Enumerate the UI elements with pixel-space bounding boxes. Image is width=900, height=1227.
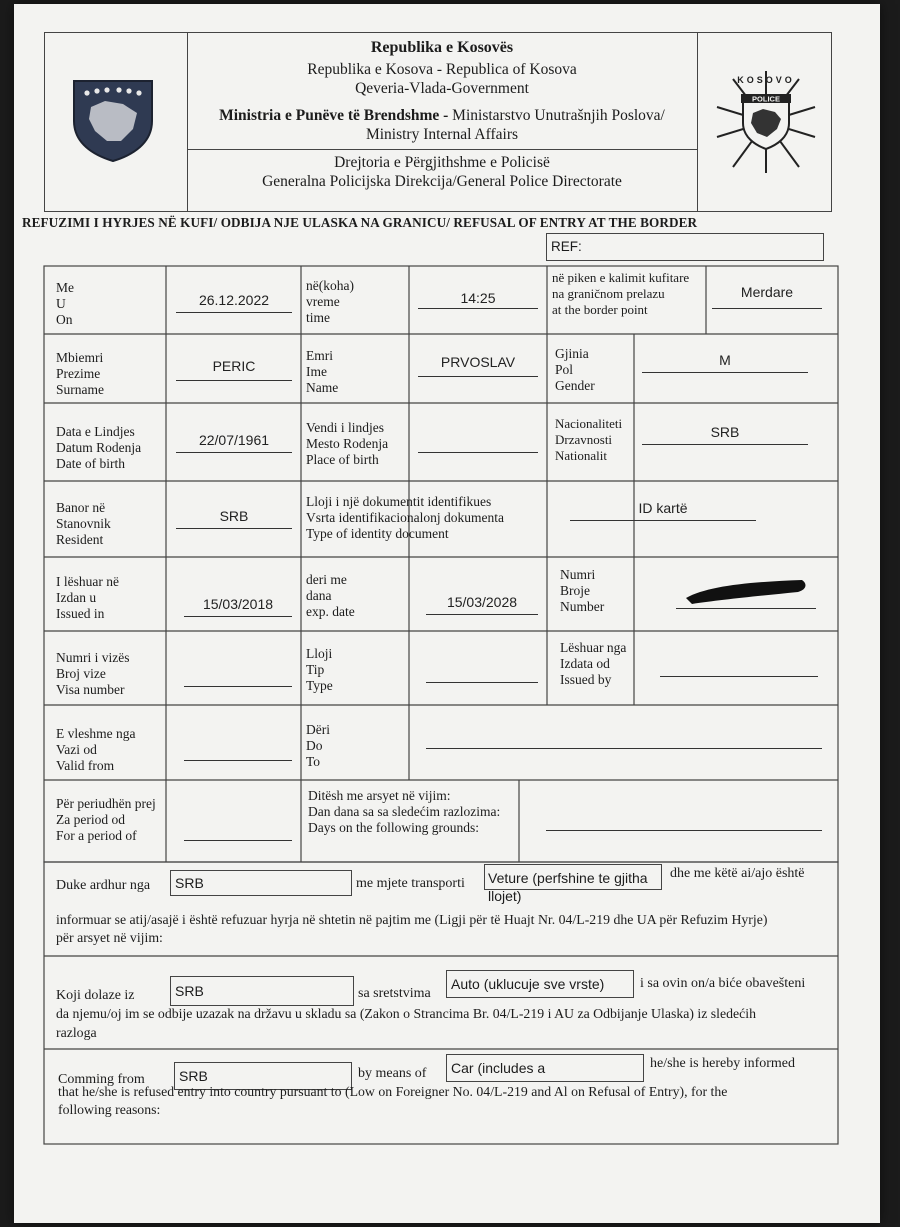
time-label-sq: në(koha) (306, 278, 354, 293)
period-label-sr: Za period od (56, 812, 125, 827)
nationality-label-sq: Nacionaliteti (555, 416, 623, 431)
pob-line (418, 452, 538, 453)
border-point-label-sq: në piken e kalimit kufitare (552, 270, 690, 285)
sq-from-label: Duke ardhur nga (56, 878, 151, 893)
en-from-label: Comming from (58, 1072, 145, 1087)
doc-number-line (676, 608, 816, 609)
surname-line (176, 380, 292, 381)
border-point-label-en: at the border point (552, 302, 648, 317)
header-directorate-sr-en: Generalna Policijska Direkcija/General Police Directorate (262, 173, 622, 190)
id-doc-type-label-sq: Lloji i një dokumentit identifikues (306, 494, 492, 509)
on-label-en: On (56, 312, 73, 327)
name-label-sq: Emri (306, 348, 333, 363)
entry-time-value: 14:25 (460, 290, 496, 306)
en-transport-value: Car (includes a (451, 1060, 546, 1076)
period-label (56, 796, 156, 844)
header-republic-line: Republika e Kosova - Republica of Kosova (307, 61, 577, 78)
dob-line (176, 452, 292, 453)
ministry-name-bold: Ministria e Punëve të Brendshme - (219, 107, 449, 124)
valid-from-label-en: Valid from (56, 758, 115, 773)
period-line (184, 840, 292, 841)
resident-line (176, 528, 292, 529)
doc-number-label-sq: Numri (560, 567, 596, 582)
surname-label-sq: Mbiemri (56, 350, 104, 365)
nationality-label-en: Nationalit (555, 448, 607, 463)
visa-type-label-en: Type (306, 678, 333, 693)
gender-label (555, 346, 595, 394)
document-page (14, 4, 880, 1223)
grounds-label-sq: Ditësh me arsyet në vijim: (308, 788, 451, 803)
sq-transport-label: me mjete transporti (356, 876, 465, 891)
border-point-label-sr: na graničnom prelazu (552, 286, 665, 301)
nationality-value: SRB (710, 424, 740, 440)
id-doc-type-label-en: Type of identity document (306, 526, 449, 541)
visa-number-label-sq: Numri i vizës (56, 650, 130, 665)
sr-from-label: Koji dolaze iz (56, 988, 135, 1003)
grounds-label-sr: Dan dana sa sa sledećim razlozima: (308, 804, 501, 819)
sr-transport-box (446, 970, 634, 998)
gender-value: M (719, 352, 731, 368)
id-doc-type-label (306, 494, 504, 542)
en-body-text-2: following reasons: (58, 1102, 161, 1117)
en-from-value: SRB (179, 1068, 208, 1084)
pob-label-sq: Vendi i lindjes (306, 420, 384, 435)
en-transport-label: by means of (358, 1066, 427, 1081)
grounds-label (308, 788, 500, 836)
given-name-line (418, 376, 538, 377)
visa-number-line (184, 686, 292, 687)
id-doc-type-line (570, 520, 756, 521)
valid-from-label-sq: E vleshme nga (56, 726, 136, 741)
valid-from-label-sr: Vazi od (56, 742, 97, 757)
exp-date-label-sr: dana (306, 588, 332, 603)
resident-label (56, 500, 111, 548)
sr-after-text: i sa ovin on/a biće obavešteni (640, 976, 806, 991)
exp-date-value: 15/03/2028 (446, 594, 518, 610)
border-point-value: Merdare (740, 284, 794, 300)
sq-after-text: dhe me këtë ai/ajo është (670, 866, 805, 881)
issue-date-line (184, 616, 292, 617)
visa-type-label (306, 646, 333, 694)
surname-label-sr: Prezime (56, 366, 101, 381)
issue-date-value: 15/03/2018 (202, 596, 274, 612)
given-name-value: PRVOSLAV (440, 354, 516, 370)
name-label (306, 348, 338, 396)
en-body-text: that he/she is refused entry into country pursuant to (Low on Foreigner No. 04/L-219 and Al on Refusal of Entry), for the (58, 1084, 728, 1099)
valid-from-label (56, 726, 135, 774)
on-label-sq: Me (56, 280, 74, 295)
pob-label (306, 420, 388, 468)
entry-date-value: 26.12.2022 (198, 292, 270, 308)
dob-label (56, 424, 141, 472)
visa-type-label-sr: Tip (306, 662, 325, 677)
exp-date-label-en: exp. date (306, 604, 355, 619)
police-badge-text: POLICE (752, 94, 780, 104)
gender-label-sq: Gjinia (555, 346, 589, 361)
period-label-sq: Për periudhën prej (56, 796, 156, 811)
form-title: REFUZIMI I HYRJES NË KUFI/ ODBIJA NJE ULASKA NA GRANICU/ REFUSAL OF ENTRY AT THE BORDER (22, 215, 698, 230)
sq-transport-value: Veture (perfshine te gjitha llojet) (488, 870, 648, 904)
id-doc-type-label-sr: Vsrta identifikacionalonj dokumenta (306, 510, 504, 525)
visa-issued-by-label-sr: Izdata od (560, 656, 610, 671)
issued-in-label-sq: I lëshuar në (56, 574, 119, 589)
sr-from-box (170, 976, 354, 1006)
nationality-label-sr: Drzavnosti (555, 432, 613, 447)
sr-from-value: SRB (175, 983, 204, 999)
surname-label-en: Surname (56, 382, 104, 397)
time-label-en: time (306, 310, 330, 325)
sq-from-box (170, 870, 352, 896)
dob-label-sq: Data e Lindjes (56, 424, 135, 439)
dob-value: 22/07/1961 (198, 432, 270, 448)
ref-label: REF: (551, 239, 582, 254)
surname-value: PERIC (212, 358, 256, 374)
gender-label-sr: Pol (555, 362, 574, 377)
valid-to-label (306, 722, 330, 770)
time-label-sr: vreme (306, 294, 340, 309)
visa-issued-by-label-sq: Lëshuar nga (560, 640, 627, 655)
header-ministry-en: Ministry Internal Affairs (365, 126, 519, 143)
issued-in-label-en: Issued in (56, 606, 105, 621)
sq-body-text: informuar se atij/asajë i është refuzuar hyrja në shtetin në pajtim me (Ligji për të Huajt Nr. 04/L-219 dhe UA për Refuzim Hyrje) (56, 912, 768, 927)
visa-number-label-en: Visa number (56, 682, 125, 697)
entry-time-line (418, 308, 538, 309)
visa-number-label-sr: Broj vize (56, 666, 106, 681)
time-label (306, 278, 354, 326)
en-transport-box (446, 1054, 644, 1082)
visa-issued-by-label (560, 640, 626, 688)
visa-issued-by-label-en: Issued by (560, 672, 612, 687)
dob-label-en: Date of birth (56, 456, 125, 471)
exp-date-line (426, 614, 538, 615)
on-label (56, 280, 74, 328)
redaction-mark-icon (678, 574, 818, 610)
on-label-sr: U (56, 296, 66, 311)
sq-from-value: SRB (175, 875, 204, 891)
doc-number-label (560, 567, 604, 615)
doc-number-label-en: Number (560, 599, 605, 614)
visa-type-label-sq: Lloji (306, 646, 333, 661)
gender-label-en: Gender (555, 378, 595, 393)
kosovo-letters: KOSOVO (737, 75, 795, 85)
nationality-line (642, 444, 808, 445)
doc-number-label-sr: Broje (560, 583, 590, 598)
surname-label (56, 350, 104, 398)
header-directorate-sq: Drejtoria e Përgjithshme e Policisë (334, 154, 550, 171)
pob-label-en: Place of birth (306, 452, 379, 467)
name-label-en: Name (306, 380, 339, 395)
sq-transport-box (484, 864, 662, 904)
valid-to-label-sr: Do (306, 738, 323, 753)
issued-in-label (56, 574, 119, 622)
sr-body-text: da njemu/oj im se odbije uzazak na državu u skladu sa (Zakon o Strancima Br. 04/L-219 i AU za Odbijanje Ulaska) iz sledećih (56, 1006, 756, 1021)
valid-to-label-sq: Dëri (306, 722, 330, 737)
visa-type-line (426, 682, 538, 683)
grounds-label-en: Days on the following grounds: (308, 820, 479, 835)
header-government-line: Qeveria-Vlada-Government (355, 80, 529, 97)
valid-from-line (184, 760, 292, 761)
header-title: Republika e Kosovës (370, 39, 514, 56)
border-point-label (552, 270, 689, 318)
valid-to-line (426, 748, 822, 749)
sr-transport-value: Auto (uklucuje sve vrste) (451, 976, 605, 992)
name-label-sr: Ime (306, 364, 327, 379)
resident-label-en: Resident (56, 532, 104, 547)
visa-number-label (56, 650, 130, 698)
ministry-name-rest: Ministarstvo Unutrašnjih Poslova/ (448, 107, 665, 124)
gender-line (642, 372, 808, 373)
grounds-line (546, 830, 822, 831)
border-point-line (712, 308, 822, 309)
issued-in-label-sr: Izdan u (56, 590, 97, 605)
visa-issued-by-line (660, 676, 818, 677)
resident-value: SRB (219, 508, 249, 524)
entry-date-line (176, 312, 292, 313)
exp-date-label-sq: deri me (306, 572, 347, 587)
dob-label-sr: Datum Rodenja (56, 440, 142, 455)
pob-label-sr: Mesto Rodenja (306, 436, 389, 451)
sq-body-text-2: për arsyet në vijim: (56, 930, 163, 945)
sr-body-text-2: razloga (56, 1025, 97, 1040)
id-doc-type-value: ID kartë (638, 500, 688, 516)
sr-transport-label: sa sretstvima (358, 986, 431, 1001)
resident-label-sr: Stanovnik (56, 516, 111, 531)
valid-to-label-en: To (306, 754, 321, 769)
resident-label-sq: Banor në (56, 500, 106, 515)
en-after-text: he/she is hereby informed (650, 1056, 796, 1071)
exp-date-label (306, 572, 355, 620)
nationality-label (555, 416, 622, 464)
period-label-en: For a period of (56, 828, 137, 843)
